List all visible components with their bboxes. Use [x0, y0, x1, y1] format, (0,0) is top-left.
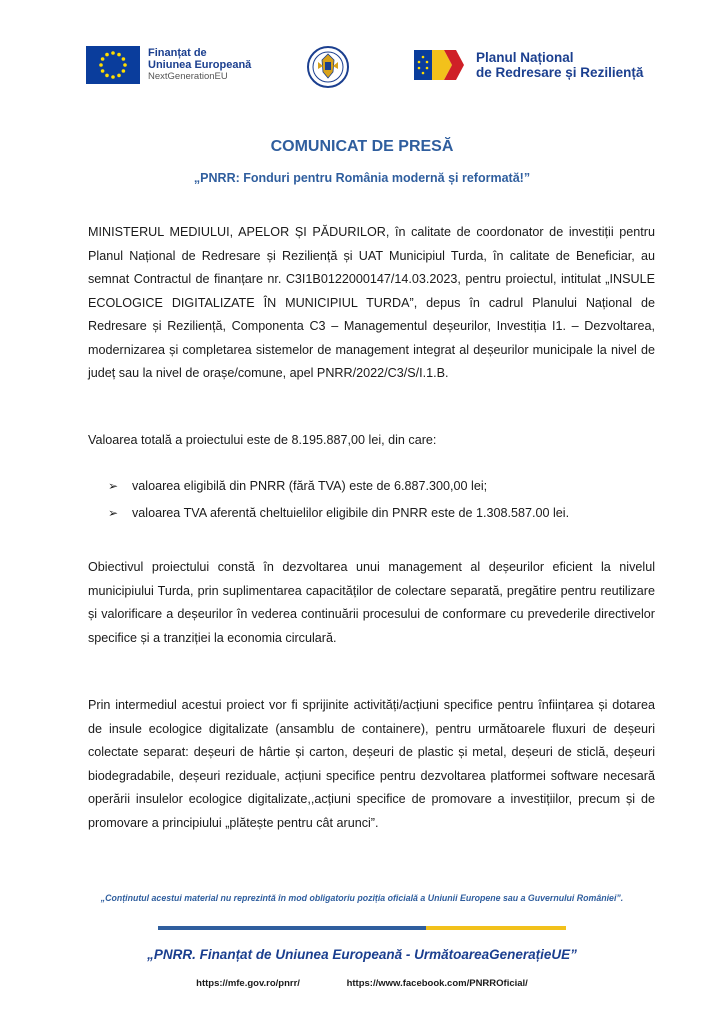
list-item-text: valoarea eligibilă din PNRR (fără TVA) este de 6.887.300,00 lei; — [132, 479, 488, 493]
list-item — [108, 502, 668, 526]
pnrr-logo-line1: Planul Național — [476, 50, 574, 65]
footer-divider — [158, 926, 566, 930]
footer-slogan: „PNRR. Finanțat de Uniunea Europeană - UrmătoareaGenerațieUE” — [147, 947, 577, 962]
paragraph-objective: Obiectivul proiectului constă în dezvoltarea unui management al deșeurilor eficient la nivelul municipiului Turda, prin suplimentarea capacităților de colectare separată, pregătire pentru reutilizare și valorificare a deșeurilor în vederea continuării procesului de conformare cu prevederile directivelor specifice și a tranziției la economia circulară. — [88, 560, 655, 645]
eu-logo-line3: NextGenerationEU — [148, 71, 228, 82]
pnrr-logo — [414, 48, 643, 82]
eu-flag-icon — [86, 46, 140, 84]
link-mfe[interactable]: https://mfe.gov.ro/pnrr/ — [196, 978, 300, 989]
eu-logo-line1: Finanțat de — [148, 47, 207, 59]
value-breakdown-list — [108, 475, 668, 528]
romanian-government-seal-icon — [306, 42, 350, 92]
arrow-bullet-icon: ➢ — [108, 479, 119, 493]
footer-links — [0, 978, 724, 989]
eu-logo-line2: Uniunea Europeană — [148, 59, 252, 71]
link-facebook[interactable]: https://www.facebook.com/PNRROficial/ — [346, 978, 528, 989]
arrow-bullet-icon: ➢ — [108, 505, 119, 520]
page-title: COMUNICAT DE PRESĂ — [270, 138, 454, 155]
header-logos — [0, 42, 724, 92]
list-item — [108, 475, 668, 499]
pnrr-arrow-icon — [414, 48, 470, 82]
page-subtitle: „PNRR: Fonduri pentru România modernă și reformată!” — [193, 171, 531, 185]
paragraph-total-value: Valoarea totală a proiectului este de 8.195.887,00 lei, din care: — [88, 433, 437, 447]
pnrr-logo-line2: de Redresare și Reziliență — [476, 65, 644, 80]
eu-funding-logo — [86, 46, 251, 84]
list-item-text: valoarea TVA aferentă cheltuielilor eligibile din PNRR este de 1.308.587.00 lei. — [132, 505, 570, 520]
paragraph-contract: MINISTERUL MEDIULUI, APELOR ȘI PĂDURILOR, în calitate de coordonator de investiții pentru Planul Național de Redresare și Reziliență și UAT Municipiul Turda, în calitate de Beneficiar, au semnat Contractul de finanțare nr. C3I1B0122000147/14.03.2023, pentru proiectul, intitulat „INSULE ECOLOGICE DIGITALIZATE ÎN MUNICIPIUL TURDA”, depus în cadrul Planului Național de Redresare și Reziliență, Componenta C3 – Managementul deșeurilor, Investiția I1. – Dezvoltarea, modernizarea și completarea sistemelor de management integrat al deșeurilor municipale la nivel de județ sau la nivel de orașe/comune, apel PNRR/2022/C3/S/I.1.B. — [88, 225, 655, 380]
footer-disclaimer: „Conținutul acestui material nu reprezintă în mod obligatoriu poziția oficială a Uniunii Europene sau a Guvernului României”. — [100, 893, 624, 903]
paragraph-activities: Prin intermediul acestui proiect vor fi sprijinite activități/acțiuni specifice pentru înființarea și dotarea de insule ecologice digitalizate (ansamblu de containere), pentru următoarele fluxuri de deșeuri colectate separat: deșeuri de hârtie și carton, deșeuri de plastic și metal, deșeuri de sticlă, deșeuri biodegradabile, deșeuri reziduale, acțiuni specifice pentru dezvoltarea platformei software necesară operării insulelor ecologice digitalizate,,acțiuni specifice de promovare a investițiilor, precum și de promovare a principiului „plătește pentru cât arunci”. — [88, 698, 655, 830]
